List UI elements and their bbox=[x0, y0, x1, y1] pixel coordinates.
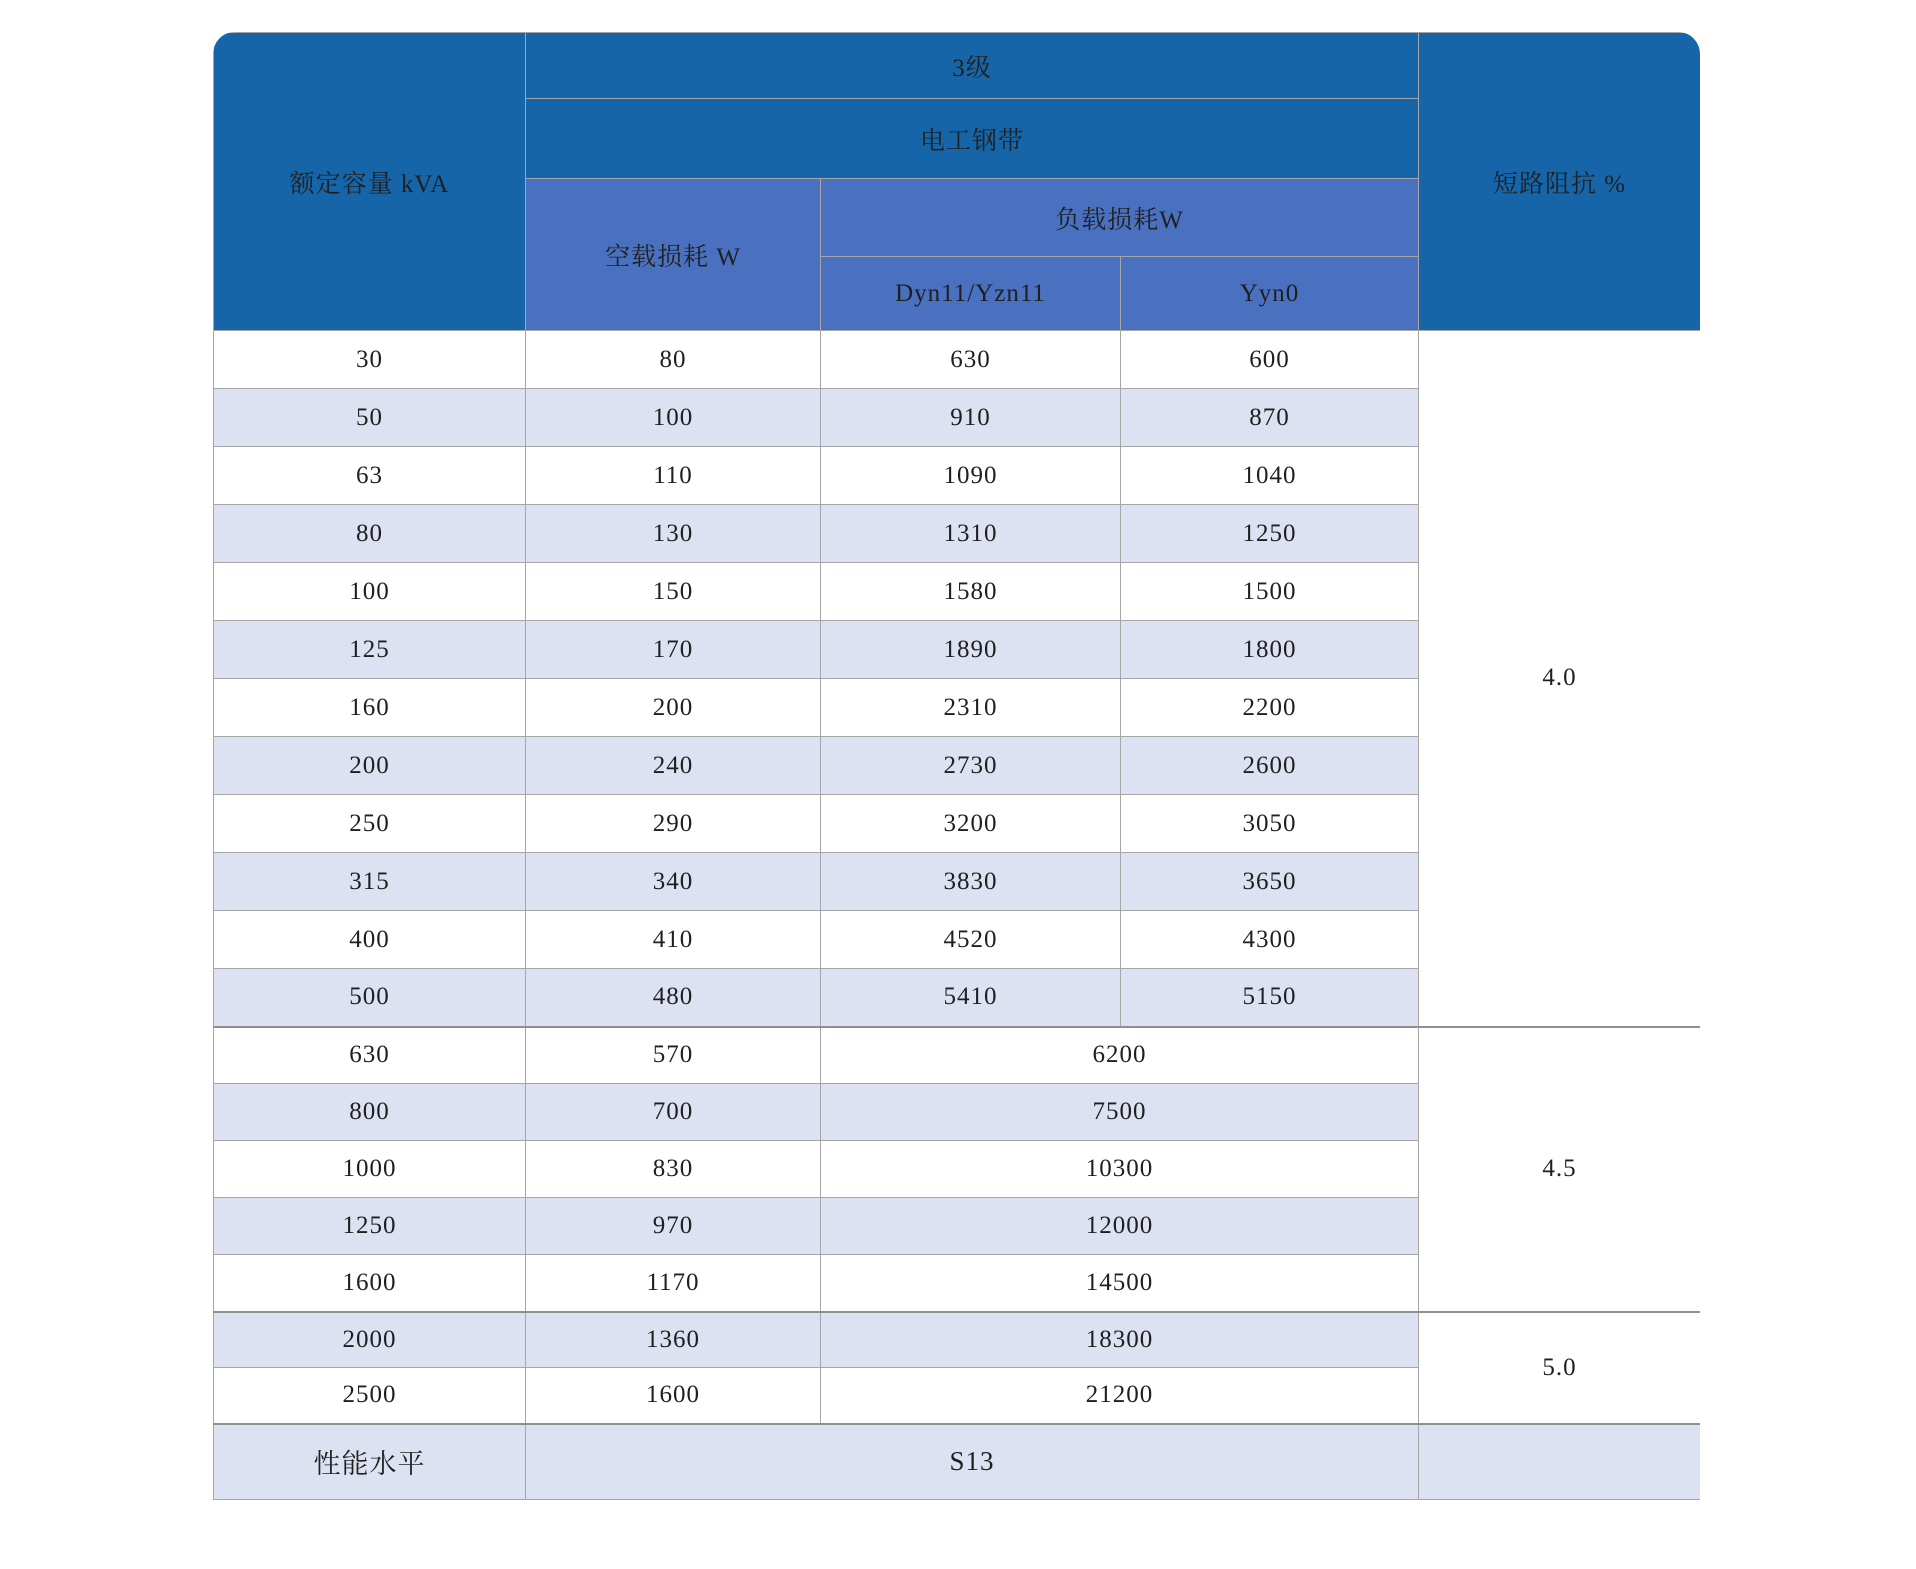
header-dyn11: Dyn11/Yzn11 bbox=[821, 257, 1121, 331]
table-cell: 630 bbox=[214, 1027, 526, 1084]
table-cell: 400 bbox=[214, 911, 526, 969]
table-cell: 10300 bbox=[821, 1141, 1419, 1198]
table-footer bbox=[214, 1424, 1701, 1500]
table-cell: 2500 bbox=[214, 1368, 526, 1424]
section-impedance-5-0 bbox=[214, 1312, 1701, 1424]
table-cell: 200 bbox=[526, 679, 821, 737]
table-cell: 7500 bbox=[821, 1084, 1419, 1141]
performance-level-label: 性能水平 bbox=[214, 1424, 526, 1500]
table-cell: 2730 bbox=[821, 737, 1121, 795]
table-cell: 970 bbox=[526, 1198, 821, 1255]
table-cell: 1600 bbox=[214, 1255, 526, 1312]
header-yyn0: Yyn0 bbox=[1121, 257, 1419, 331]
table-cell: 130 bbox=[526, 505, 821, 563]
table-cell: 630 bbox=[821, 331, 1121, 389]
header-row-level bbox=[214, 33, 1701, 99]
table-cell: 4520 bbox=[821, 911, 1121, 969]
transformer-spec-table bbox=[213, 32, 1700, 1500]
table-cell: 1000 bbox=[214, 1141, 526, 1198]
table-cell: 830 bbox=[526, 1141, 821, 1198]
table-cell: 110 bbox=[526, 447, 821, 505]
table-cell: 315 bbox=[214, 853, 526, 911]
header-material: 电工钢带 bbox=[526, 99, 1419, 179]
impedance-cell: 4.0 bbox=[1419, 331, 1700, 1027]
table-cell: 910 bbox=[821, 389, 1121, 447]
table-cell: 570 bbox=[526, 1027, 821, 1084]
table-cell: 14500 bbox=[821, 1255, 1419, 1312]
table-cell: 240 bbox=[526, 737, 821, 795]
table-cell: 4300 bbox=[1121, 911, 1419, 969]
section-impedance-4-0 bbox=[214, 331, 1701, 1027]
footer-empty-cell bbox=[1419, 1424, 1700, 1500]
table-cell: 6200 bbox=[821, 1027, 1419, 1084]
table-cell: 600 bbox=[1121, 331, 1419, 389]
table-cell: 12000 bbox=[821, 1198, 1419, 1255]
table-cell: 3650 bbox=[1121, 853, 1419, 911]
table-cell: 1250 bbox=[214, 1198, 526, 1255]
table-cell: 3200 bbox=[821, 795, 1121, 853]
header-load-loss: 负载损耗W bbox=[821, 179, 1419, 257]
table-cell: 500 bbox=[214, 969, 526, 1027]
table-cell: 1890 bbox=[821, 621, 1121, 679]
table-cell: 5410 bbox=[821, 969, 1121, 1027]
table-cell: 150 bbox=[526, 563, 821, 621]
table-cell: 1580 bbox=[821, 563, 1121, 621]
table-cell: 1500 bbox=[1121, 563, 1419, 621]
table-cell: 1310 bbox=[821, 505, 1121, 563]
table-cell: 200 bbox=[214, 737, 526, 795]
table-cell: 290 bbox=[526, 795, 821, 853]
table-cell: 100 bbox=[526, 389, 821, 447]
table-cell: 480 bbox=[526, 969, 821, 1027]
table-cell: 1250 bbox=[1121, 505, 1419, 563]
table-cell: 410 bbox=[526, 911, 821, 969]
table-cell: 2200 bbox=[1121, 679, 1419, 737]
header-no-load-loss: 空载损耗 W bbox=[526, 179, 821, 331]
table-cell: 50 bbox=[214, 389, 526, 447]
table-cell: 340 bbox=[526, 853, 821, 911]
impedance-cell: 5.0 bbox=[1419, 1312, 1700, 1424]
table-row bbox=[214, 1027, 1701, 1084]
table-cell: 80 bbox=[526, 331, 821, 389]
table-cell: 125 bbox=[214, 621, 526, 679]
table-cell: 21200 bbox=[821, 1368, 1419, 1424]
table-cell: 80 bbox=[214, 505, 526, 563]
table-cell: 1800 bbox=[1121, 621, 1419, 679]
header-capacity: 额定容量 kVA bbox=[214, 33, 526, 331]
table-cell: 3830 bbox=[821, 853, 1121, 911]
table-cell: 870 bbox=[1121, 389, 1419, 447]
section-impedance-4-5 bbox=[214, 1027, 1701, 1312]
table-row bbox=[214, 331, 1701, 389]
table-cell: 1040 bbox=[1121, 447, 1419, 505]
table-cell: 250 bbox=[214, 795, 526, 853]
table-cell: 5150 bbox=[1121, 969, 1419, 1027]
table-row bbox=[214, 1312, 1701, 1368]
table-cell: 2310 bbox=[821, 679, 1121, 737]
table-cell: 63 bbox=[214, 447, 526, 505]
table-cell: 18300 bbox=[821, 1312, 1419, 1368]
table-cell: 1170 bbox=[526, 1255, 821, 1312]
table-cell: 3050 bbox=[1121, 795, 1419, 853]
spec-table-container bbox=[213, 32, 1700, 1500]
table-cell: 170 bbox=[526, 621, 821, 679]
table-cell: 100 bbox=[214, 563, 526, 621]
table-header bbox=[214, 33, 1701, 331]
performance-level-value: S13 bbox=[526, 1424, 1419, 1500]
header-impedance: 短路阻抗 % bbox=[1419, 33, 1700, 331]
table-cell: 800 bbox=[214, 1084, 526, 1141]
header-level: 3级 bbox=[526, 33, 1419, 99]
table-cell: 700 bbox=[526, 1084, 821, 1141]
impedance-cell: 4.5 bbox=[1419, 1027, 1700, 1312]
table-cell: 1600 bbox=[526, 1368, 821, 1424]
footer-row bbox=[214, 1424, 1701, 1500]
table-cell: 1360 bbox=[526, 1312, 821, 1368]
table-cell: 160 bbox=[214, 679, 526, 737]
table-cell: 2000 bbox=[214, 1312, 526, 1368]
table-cell: 1090 bbox=[821, 447, 1121, 505]
table-cell: 2600 bbox=[1121, 737, 1419, 795]
table-cell: 30 bbox=[214, 331, 526, 389]
